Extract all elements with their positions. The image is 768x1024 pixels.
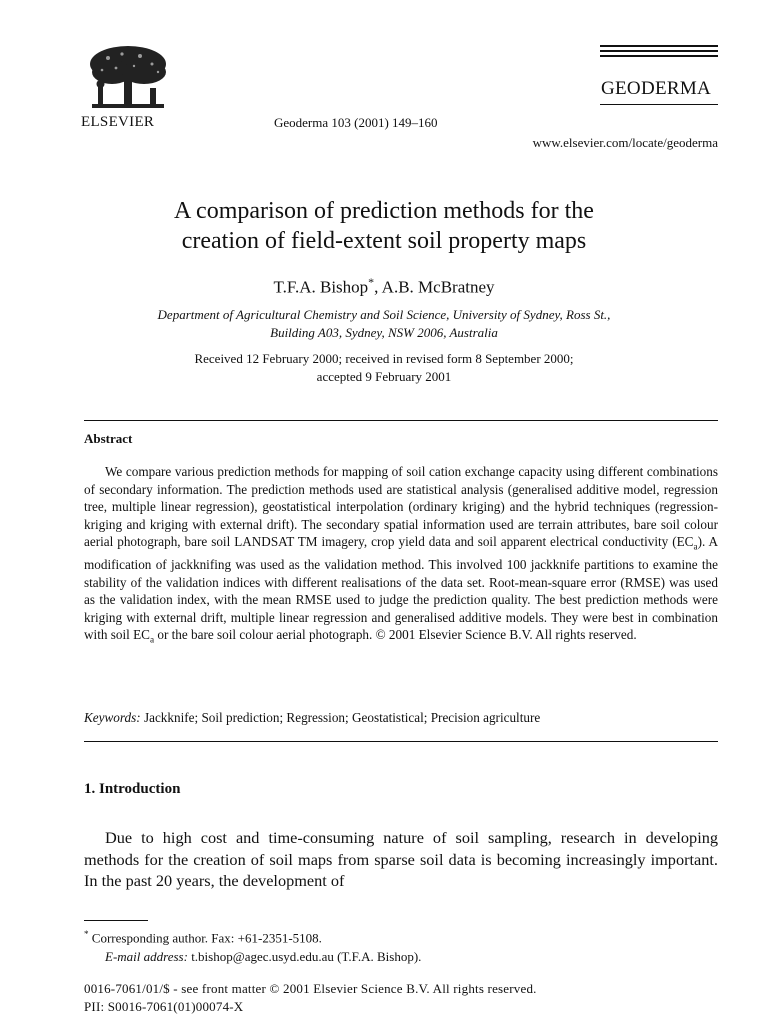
journal-name: GEODERMA xyxy=(601,78,712,99)
publisher-name: ELSEVIER xyxy=(81,114,155,130)
keywords xyxy=(84,710,718,726)
article-title xyxy=(0,196,768,256)
footnote-rule xyxy=(84,920,148,921)
affiliation xyxy=(0,306,768,342)
keywords-label: Keywords: xyxy=(84,710,141,725)
journal-rule xyxy=(600,50,718,52)
keywords-text: Jackknife; Soil prediction; Regression; Geostatistical; Precision agriculture xyxy=(140,710,541,725)
author-name: A.B. McBratney xyxy=(381,277,495,297)
corresponding-author: Corresponding author. Fax: +61-2351-5108. xyxy=(88,930,322,946)
copyright xyxy=(84,980,537,1016)
author-separator: , xyxy=(374,277,382,297)
section-heading: 1. Introduction xyxy=(84,781,181,797)
divider xyxy=(84,741,718,742)
copyright-line: 0016-7061/01/$ - see front matter © 2001 Elsevier Science B.V. All rights reserved. xyxy=(84,981,537,996)
subscript: a xyxy=(149,634,155,645)
footnote-line xyxy=(84,947,421,966)
corresponding-mark: * xyxy=(368,275,375,289)
journal-rule xyxy=(600,45,718,47)
abstract-text xyxy=(84,463,718,649)
pii-line: PII: S0016-7061(01)00074-X xyxy=(84,999,244,1014)
abstract-part: or the bare soil colour aerial photograph. © 2001 Elsevier Science B.V. All rights reserved. xyxy=(154,627,637,643)
dates-line: Received 12 February 2000; received in revised form 8 September 2000; xyxy=(194,351,574,366)
email-label: E-mail address: xyxy=(105,949,188,965)
affiliation-line: Building A03, Sydney, NSW 2006, Australia xyxy=(270,325,498,340)
divider xyxy=(84,420,718,421)
email-address[interactable]: t.bishop@agec.usyd.edu.au (T.F.A. Bishop). xyxy=(187,949,422,965)
abstract-heading: Abstract xyxy=(84,431,133,446)
title-line: creation of field-extent soil property maps xyxy=(181,228,587,254)
journal-url[interactable]: www.elsevier.com/locate/geoderma xyxy=(532,135,718,150)
journal-rule xyxy=(600,104,718,105)
article-dates xyxy=(0,350,768,386)
dates-line: accepted 9 February 2001 xyxy=(316,369,452,384)
author-list xyxy=(0,275,768,298)
abstract-part: ). A modification of jackknifing was used as the validation method. This involved 100 jackknife partitions to examine the stability of the validation indices with different realisations of the data set. Root-mean-square error (RMSE) was used as the validation index, with the mean RMSE used to judge the prediction quality. The best prediction methods were kriging with external drift, multiple linear regression and generalised additive models. They were best in combination with soil EC xyxy=(84,534,718,643)
subscript: a xyxy=(693,541,698,552)
footnote-mark: * xyxy=(84,929,89,939)
footnote-line xyxy=(84,925,421,947)
author-name: T.F.A. Bishop xyxy=(273,277,369,297)
footnote xyxy=(84,925,421,966)
journal-citation: Geoderma 103 (2001) 149–160 xyxy=(274,115,438,130)
journal-rule xyxy=(600,55,718,57)
elsevier-tree-logo xyxy=(82,42,174,114)
title-line: A comparison of prediction methods for the xyxy=(174,198,594,224)
intro-paragraph: Due to high cost and time-consuming nature of soil sampling, research in developing methods for the creation of soil maps from sparse soil data is becoming increasingly important. In the past 20 years, the development of xyxy=(84,828,718,890)
abstract-part: We compare various prediction methods for mapping of soil cation exchange capacity using different combinations of secondary information. The prediction methods used are statistical analysis (generalised additive model, regression tree, multiple linear regression), geostatistical interpolation (ordinary kriging) and the hybrid techniques (regression-kriging and kriging with external drift). The secondary spatial information used are terrain attributes, bare soil colour aerial photograph, bare soil LANDSAT TM imagery, crop yield data and soil apparent electrical conductivity (EC xyxy=(84,464,718,549)
affiliation-line: Department of Agricultural Chemistry and Soil Science, University of Sydney, Ross St., xyxy=(157,307,611,322)
